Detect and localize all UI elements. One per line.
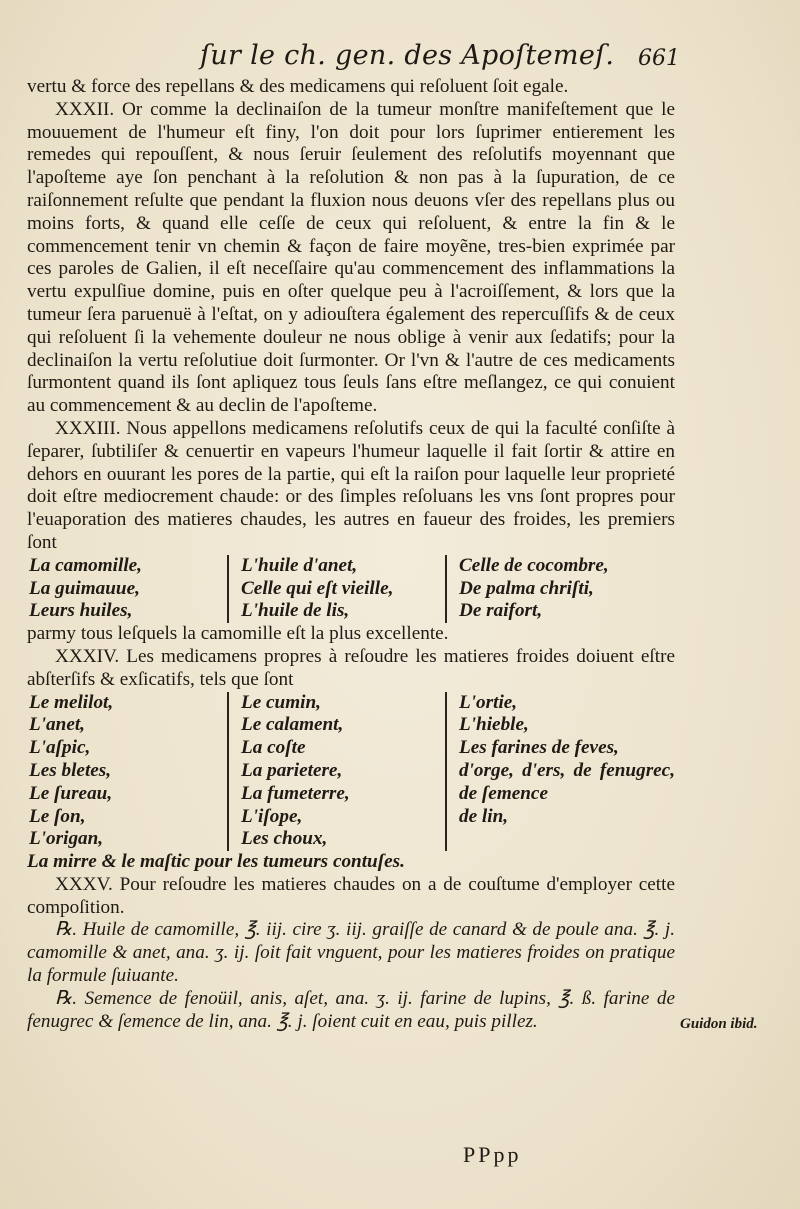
list-item: d'orge, d'ers, de fenugrec, de ſemence bbox=[459, 759, 675, 804]
cold-list-col-3 bbox=[445, 692, 675, 852]
list-item: L'anet, bbox=[29, 714, 85, 736]
list-item: De palma chriſti, bbox=[459, 577, 594, 599]
cold-remedies-list bbox=[27, 692, 675, 852]
paragraph-xxxiv: XXXIV. Les medicamens propres à reſoudre les matieres froides doiuent eſtre abſterſifs & exſicatifs, tels que ſont bbox=[27, 645, 675, 690]
list-item: L'huile de lis, bbox=[241, 600, 350, 622]
list-item: de lin, bbox=[459, 805, 509, 827]
list-item: Les choux, bbox=[241, 828, 328, 850]
paragraph-xxxii: XXXII. Or comme la declinaiſon de la tumeur monſtre manifeſtement que le mouuement de l'humeur eſt finy, l'on doit pour lors ſuprimer entierement les remedes qui repouſſent, & nous ſeruir ſeulement des reſolutifs moyennant que l'apoſteme aye ſon penchant à la reſolution & non pas à la ſupuration, de ce raiſonnement reſulte que pendant la fluxion nous deuons vſer des repellans plus ou moins forts, & quand elle ceſſe de ceux qui reſoluent, & entre la fin & le commencement tenir vn chemin & façon de faire moyẽne, tres-bien exprimée par ces paroles de Galien, il eſt neceſſaire qu'au commencement des inflammations la vertu expulſiue domine, puis en oſter quelque peu à l'acroiſſement, & lors que la tumeur ſera paruenuë à l'eſtat, on y adiouſtera également des repercuſſifs & de ceux qui reſoluent ſi la vehemente douleur ne nous oblige à venir aux ſedatifs; pour la declinaiſon la vertu reſolutiue doit ſurmonter. Or l'vn & l'autre de ces medicaments ſurmontent quand ils ſont apliquez tous ſeuls ſans eſtre meſlangez, ce qui conuient au commencement & au declin de l'apoſteme. bbox=[27, 98, 675, 417]
list-item: La parietere, bbox=[241, 759, 343, 781]
list-item: Les farines de feves, bbox=[459, 737, 619, 759]
list-item: Celle qui eſt vieille, bbox=[241, 577, 394, 599]
list-item: Le cumin, bbox=[241, 691, 321, 713]
running-header bbox=[30, 40, 680, 74]
list-item: La camomille, bbox=[29, 554, 142, 576]
recipe-hot: ℞. Huile de camomille, ℥. iij. cire ʒ. iij. graiſſe de canard & de poule ana. ℥. j. camomille & anet, ana. ʒ. ij. ſoit fait vnguent, pour les matieres froides on pratique la formule ſuiuante. bbox=[27, 919, 675, 987]
list-item: L'ortie, bbox=[459, 691, 518, 713]
list-item: L'huile d'anet, bbox=[241, 554, 358, 576]
list-item: Le ſureau, bbox=[29, 782, 113, 804]
cold-list-col-2 bbox=[227, 692, 445, 852]
hot-list-col-2 bbox=[227, 555, 445, 623]
hot-list-col-3 bbox=[445, 555, 675, 623]
list-item: L'origan, bbox=[29, 828, 104, 850]
paragraph-xxxiii: XXXIII. Nous appellons medicamens reſolutifs ceux de qui la faculté conſiſte à ſeparer, ſubtiliſer & cenuertir en vapeurs l'humeur laquelle il fait ſortir & attire en dehors en ouurant les pores de la partie, qui eſt la raiſon pour laquelle leur proprieté doit eſtre mediocrement chaude: or des ſimples reſoluans les vns ſont propres pour l'euaporation des matieres chaudes, les autres en faueur des froides, les premiers ſont bbox=[27, 417, 675, 553]
paragraph-mirre: La mirre & le maſtic pour les tumeurs contuſes. bbox=[27, 851, 405, 873]
page-number: 661 bbox=[638, 46, 680, 71]
cold-list-col-1 bbox=[27, 692, 227, 852]
signature-mark: PPpp bbox=[463, 1142, 522, 1167]
list-item: La coſte bbox=[241, 737, 306, 759]
paragraph-camomille: parmy tous leſquels la camomille eſt la plus excellente. bbox=[27, 623, 449, 645]
list-item: Celle de cocombre, bbox=[459, 554, 609, 576]
list-item: L'aſpic, bbox=[29, 737, 91, 759]
paragraph-continuation: vertu & force des repellans & des medicamens qui reſoluent ſoit egale. bbox=[27, 76, 569, 97]
hot-list-col-1 bbox=[27, 555, 227, 623]
list-item: Le ſon, bbox=[29, 805, 86, 827]
running-title: ſur le ch. gen. des Apoſtemeſ. bbox=[200, 40, 615, 71]
recipe-cold: ℞. Semence de fenoüil, anis, aſet, ana. ʒ. ij. farine de lupins, ℥. ß. farine de fenugrec & ſemence de lin, ana. ℥. j. ſoient cuit en eau, puis pillez. bbox=[27, 987, 675, 1032]
list-item: De raifort, bbox=[459, 600, 543, 622]
list-item: Le melilot, bbox=[29, 691, 114, 713]
list-item: Les bletes, bbox=[29, 759, 112, 781]
margin-note: Guidon ibid. bbox=[680, 1016, 758, 1032]
list-item: La fumeterre, bbox=[241, 782, 350, 804]
list-item: L'iſope, bbox=[241, 805, 303, 827]
list-item: Le calament, bbox=[241, 714, 344, 736]
list-item: L'hieble, bbox=[459, 714, 529, 736]
list-item: Leurs huiles, bbox=[29, 600, 133, 622]
list-item: La guimauue, bbox=[29, 577, 140, 599]
body-text bbox=[27, 76, 675, 1033]
paragraph-xxxv: XXXV. Pour reſoudre les matieres chaudes on a de couſtume d'employer cette compoſition. bbox=[27, 873, 675, 918]
hot-remedies-list bbox=[27, 555, 675, 623]
